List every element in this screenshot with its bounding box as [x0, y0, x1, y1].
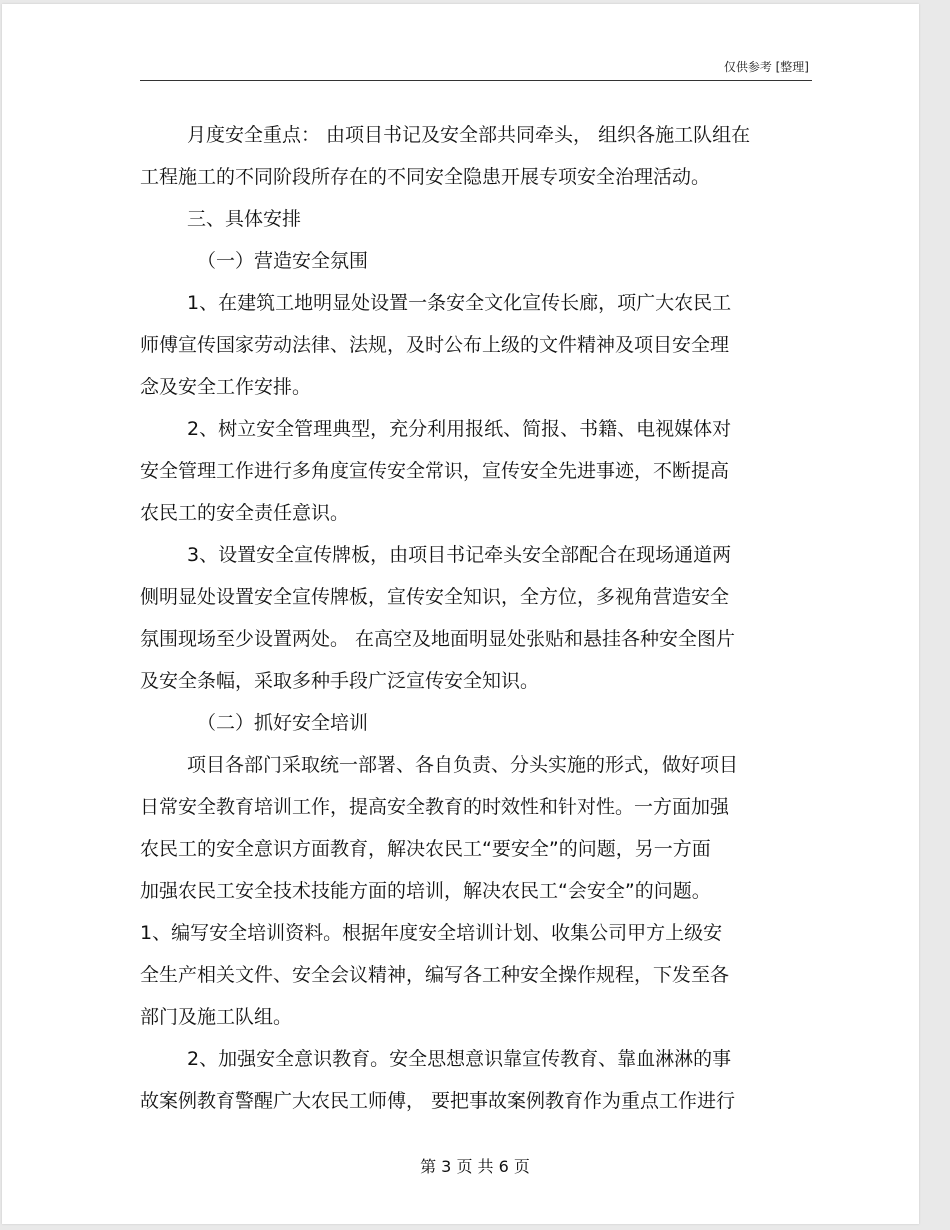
paragraph-line: 1、在建筑工地明显处设置一条安全文化宣传长廊，项广大农民工 — [187, 292, 732, 314]
paragraph-line: 侧明显处设置安全宣传牌板，宣传安全知识，全方位，多视角营造安全 — [140, 586, 730, 608]
body-text — [140, 114, 800, 1122]
paragraph-line: 安全管理工作进行多角度宣传安全常识，宣传安全先进事迹，不断提高 — [140, 460, 730, 482]
paragraph-line: 日常安全教育培训工作，提高安全教育的时效性和针对性。一方面加强 — [140, 796, 730, 818]
page-number: 第 3 页 共 6 页 — [420, 1157, 530, 1176]
document-page — [2, 4, 919, 1224]
section-heading: 三、具体安排 — [187, 208, 302, 230]
paragraph-line: 项目各部门采取统一部署、各自负责、分头实施的形式，做好项目 — [187, 754, 739, 776]
paragraph-line: 故案例教育警醒广大农民工师傅， 要把事故案例教育作为重点工作进行 — [140, 1090, 736, 1112]
paragraph-line: 全生产相关文件、安全会议精神，编写各工种安全操作规程，下发至各 — [140, 964, 730, 986]
subsection-heading: （一）营造安全氛围 — [197, 250, 369, 272]
paragraph-line: 3、设置安全宣传牌板，由项目书记牵头安全部配合在现场通道两 — [187, 544, 732, 566]
paragraph-line: 农民工的安全意识方面教育，解决农民工“要安全”的问题，另一方面 — [140, 838, 711, 860]
paragraph-line: 部门及施工队组。 — [140, 1006, 293, 1028]
header-note: 仅供参考 [整理] — [723, 60, 809, 74]
subsection-heading: （二）抓好安全培训 — [197, 712, 369, 734]
paragraph-line: 念及安全工作安排。 — [140, 376, 312, 398]
paragraph-line: 及安全条幅，采取多种手段广泛宣传安全知识。 — [140, 670, 540, 692]
header-rule — [140, 80, 812, 81]
paragraph-line: 氛围现场至少设置两处。 在高空及地面明显处张贴和悬挂各种安全图片 — [140, 628, 736, 650]
paragraph-line: 2、树立安全管理典型，充分利用报纸、简报、书籍、电视媒体对 — [187, 418, 732, 440]
paragraph-line: 工程施工的不同阶段所存在的不同安全隐患开展专项安全治理活动。 — [140, 166, 711, 188]
paragraph-line: 农民工的安全责任意识。 — [140, 502, 350, 524]
paragraph-line: 1、编写安全培训资料。根据年度安全培训计划、收集公司甲方上级安 — [140, 922, 723, 944]
paragraph-line: 师傅宣传国家劳动法律、法规，及时公布上级的文件精神及项目安全理 — [140, 334, 730, 356]
paragraph-line: 加强农民工安全技术技能方面的培训，解决农民工“会安全”的问题。 — [140, 880, 711, 902]
paragraph-line: 2、加强安全意识教育。安全思想意识靠宣传教育、靠血淋淋的事 — [187, 1048, 732, 1070]
paragraph-line: 月度安全重点： 由项目书记及安全部共同牵头， 组织各施工队组在 — [187, 124, 751, 146]
